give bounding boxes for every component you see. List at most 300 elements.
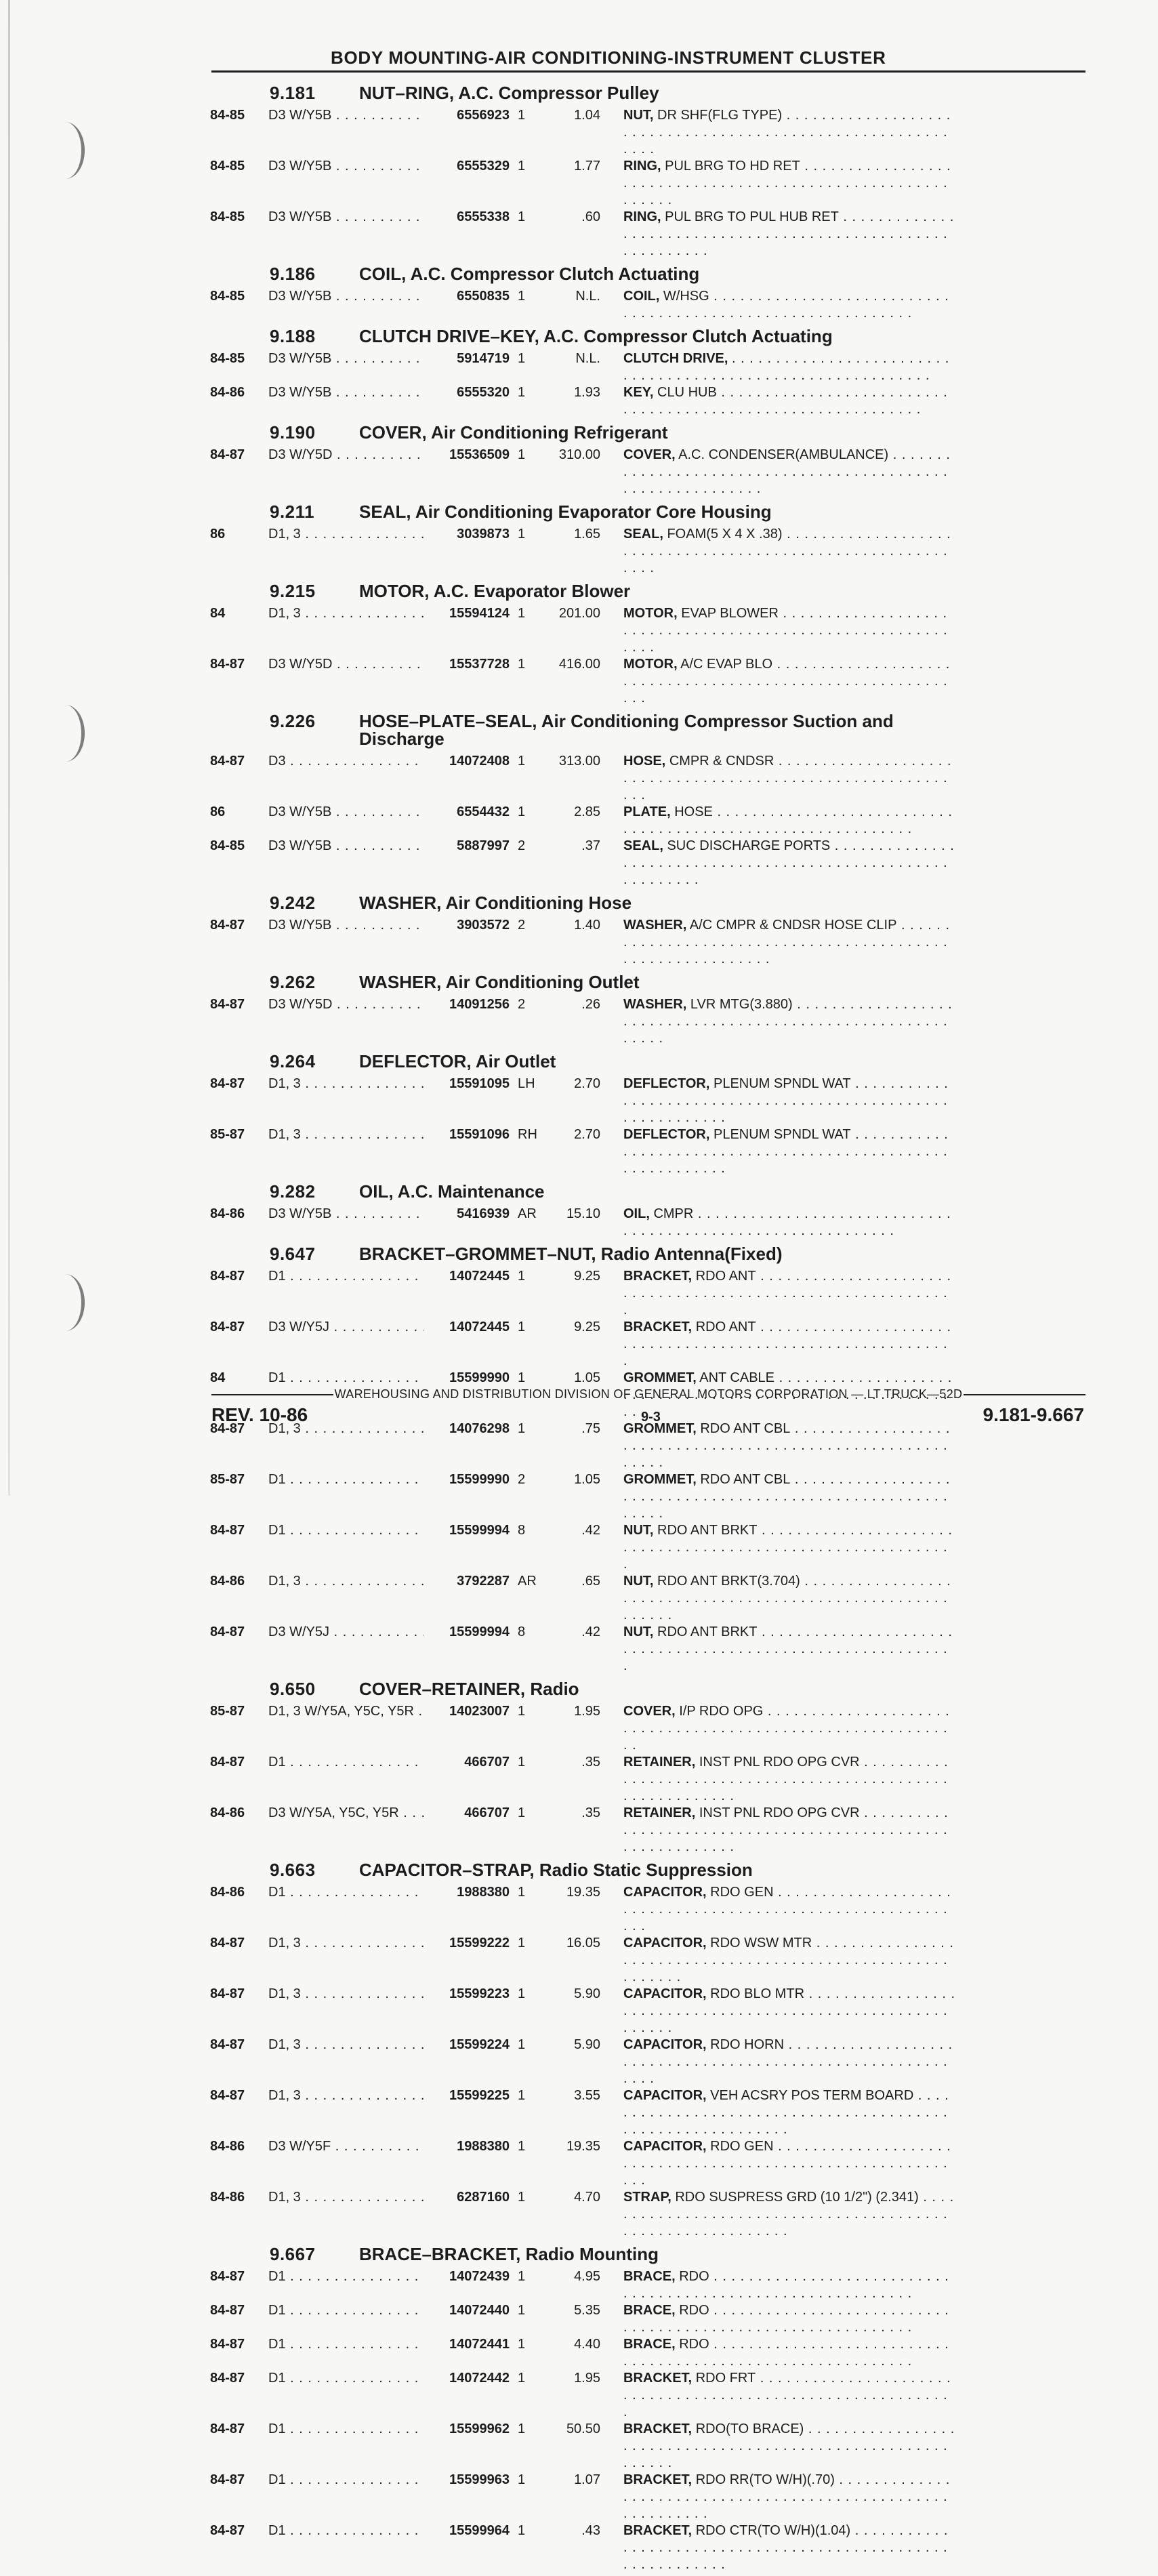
- price: 9.25: [574, 1269, 600, 1284]
- part-name: BRACKET,: [623, 1269, 692, 1284]
- application: D3 W/Y5D . . .: [268, 996, 424, 1047]
- price: 50.50: [566, 2421, 600, 2436]
- part-name: GROMMET,: [623, 1370, 697, 1385]
- quantity: 1: [518, 754, 526, 769]
- quantity: 8: [518, 1523, 526, 1538]
- application: D3 W/Y5B . . .: [268, 838, 424, 888]
- part-row: [210, 288, 1088, 322]
- application: D1, 3 . . .: [268, 1986, 424, 2037]
- model-year: 84-87: [210, 1269, 245, 1284]
- part-number: 6550835: [457, 289, 510, 304]
- section-heading: [210, 973, 1088, 991]
- part-row: [210, 1319, 1088, 1370]
- section-heading: [210, 84, 1088, 102]
- section-number: 9.226: [270, 711, 316, 731]
- application: D1, 3 . . .: [268, 2037, 424, 2087]
- part-description: [623, 1805, 955, 1856]
- section-number: 9.188: [270, 326, 316, 346]
- model-year: 84-86: [210, 1885, 245, 1900]
- model-year: 84-87: [210, 1320, 245, 1334]
- part-number: 14023007: [449, 1704, 510, 1719]
- price: .35: [581, 1755, 600, 1770]
- part-name: BRACKET,: [623, 1320, 692, 1334]
- part-name: GROMMET,: [623, 1421, 697, 1436]
- part-number: 14072440: [449, 2303, 510, 2318]
- part-number: 15599990: [449, 1472, 510, 1487]
- part-number: 1988380: [457, 1885, 510, 1900]
- part-description: [623, 1126, 955, 1177]
- quantity: 1: [518, 2037, 526, 2052]
- part-row: [210, 753, 1088, 804]
- part-detail: RDO ANT BRKT: [657, 1523, 758, 1538]
- model-year: 84-87: [210, 1755, 245, 1770]
- application: D1 . . .: [268, 2302, 424, 2336]
- part-detail: RDO RR(TO W/H)(.70): [695, 2472, 835, 2487]
- part-number: 15591095: [449, 1076, 510, 1091]
- section-heading: [210, 1245, 1088, 1263]
- parts-rows: [210, 917, 1088, 968]
- price: .35: [581, 1805, 600, 1820]
- part-number: 15599963: [449, 2472, 510, 2487]
- price: .60: [581, 209, 600, 224]
- section-title: WASHER, Air Conditioning Hose: [359, 893, 632, 913]
- model-year: 84-86: [210, 1206, 245, 1221]
- part-detail: RDO FRT: [695, 2371, 756, 2386]
- model-year: 84-87: [210, 2269, 245, 2284]
- quantity: 1: [518, 447, 526, 462]
- part-name: COVER,: [623, 1704, 676, 1719]
- footer-rule: [211, 1394, 333, 1395]
- section-title: SEAL, Air Conditioning Evaporator Core Housing: [359, 502, 772, 522]
- part-description: [623, 1884, 955, 1935]
- part-description: [623, 209, 955, 260]
- model-year: 85-87: [210, 1704, 245, 1719]
- price: 9.25: [574, 1320, 600, 1334]
- part-detail: RDO HORN: [710, 2037, 785, 2052]
- section-heading: [210, 265, 1088, 283]
- application: D1 . . .: [268, 2370, 424, 2421]
- part-name: BRACKET,: [623, 2523, 692, 2538]
- price: 1.07: [574, 2472, 600, 2487]
- part-name: CAPACITOR,: [623, 2088, 707, 2103]
- application: D3 W/Y5J . . .: [268, 1624, 424, 1675]
- part-detail: VEH ACSRY POS TERM BOARD: [710, 2088, 914, 2103]
- part-detail: A/C CMPR & CNDSR HOSE CLIP: [689, 918, 897, 933]
- price: 310.00: [558, 447, 600, 462]
- price: 4.70: [574, 2190, 600, 2205]
- part-number: 14072408: [449, 754, 510, 769]
- application: D3 W/Y5B . . .: [268, 1206, 424, 1240]
- section-title: CLUTCH DRIVE–KEY, A.C. Compressor Clutch Actuating: [359, 326, 833, 346]
- page-title: BODY MOUNTING-AIR CONDITIONING-INSTRUMENT CLUSTER: [331, 47, 886, 68]
- application: D3 W/Y5A, Y5C, Y5R . . .: [268, 1805, 424, 1856]
- punch-hole: [46, 705, 85, 762]
- quantity: 2: [518, 918, 526, 933]
- part-row: [210, 2421, 1088, 2472]
- application: D3 W/Y5J . . .: [268, 1319, 424, 1370]
- section-number: 9.262: [270, 972, 316, 992]
- parts-rows: [210, 1206, 1088, 1240]
- price: .26: [581, 997, 600, 1012]
- application: D3 W/Y5B . . .: [268, 209, 424, 260]
- model-year: 84-87: [210, 754, 245, 769]
- footer-division: [211, 1387, 1085, 1402]
- part-number: 15599994: [449, 1523, 510, 1538]
- parts-rows: [210, 350, 1088, 418]
- punch-hole: [46, 1274, 85, 1331]
- part-detail: EVAP BLOWER: [681, 606, 779, 621]
- part-number: 15599223: [449, 1986, 510, 2001]
- part-name: BRACKET,: [623, 2472, 692, 2487]
- section-heading: [210, 1052, 1088, 1070]
- quantity: 1: [518, 1704, 526, 1719]
- part-name: BRACE,: [623, 2337, 676, 2352]
- part-description: [623, 917, 955, 968]
- quantity: 1: [518, 2337, 526, 2352]
- part-description: [623, 804, 955, 838]
- part-row: [210, 158, 1088, 209]
- part-detail: FOAM(5 X 4 X .38): [667, 527, 783, 541]
- part-name: NUT,: [623, 1624, 654, 1639]
- page-number: 9-3: [641, 1410, 661, 1425]
- application: D3 W/Y5B . . .: [268, 158, 424, 209]
- part-name: KEY,: [623, 385, 654, 400]
- price: .42: [581, 1624, 600, 1639]
- model-year: 85-87: [210, 1127, 245, 1142]
- application: D3 . . .: [268, 753, 424, 804]
- part-row: [210, 1471, 1088, 1522]
- part-number: 15599994: [449, 1624, 510, 1639]
- model-year: 84-86: [210, 385, 245, 400]
- part-row: [210, 1076, 1088, 1126]
- part-row: [210, 656, 1088, 707]
- section-title: CAPACITOR–STRAP, Radio Static Suppression: [359, 1860, 753, 1880]
- application: D3 W/Y5B . . .: [268, 107, 424, 158]
- part-number: 14072439: [449, 2269, 510, 2284]
- part-description: [623, 1076, 955, 1126]
- parts-rows: [210, 447, 1088, 497]
- part-number: 1988380: [457, 2139, 510, 2154]
- quantity: 1: [518, 2088, 526, 2103]
- application: D1, 3 . . .: [268, 526, 424, 577]
- part-number: 15537728: [449, 657, 510, 672]
- part-row: [210, 1986, 1088, 2037]
- part-row: [210, 384, 1088, 418]
- quantity: 2: [518, 1472, 526, 1487]
- application: D1 . . .: [268, 2472, 424, 2522]
- part-name: COVER,: [623, 447, 676, 462]
- part-detail: RDO: [679, 2303, 709, 2318]
- price: 2.70: [574, 1076, 600, 1091]
- part-detail: RDO BLO MTR: [710, 1986, 805, 2001]
- part-detail: PLENUM SPNDL WAT: [713, 1076, 851, 1091]
- model-year: 85-87: [210, 1472, 245, 1487]
- quantity: 1: [518, 351, 526, 366]
- quantity: 2: [518, 838, 526, 853]
- part-description: [623, 1703, 955, 1754]
- quantity: 1: [518, 606, 526, 621]
- model-year: 84-87: [210, 2371, 245, 2386]
- section-heading: [210, 1680, 1088, 1698]
- part-detail: CMPR: [653, 1206, 694, 1221]
- part-row: [210, 1754, 1088, 1805]
- section-heading: [210, 582, 1088, 600]
- section-title: OIL, A.C. Maintenance: [359, 1181, 545, 1202]
- part-name: GROMMET,: [623, 1472, 697, 1487]
- part-detail: DR SHF(FLG TYPE): [657, 108, 783, 123]
- quantity: 1: [518, 2371, 526, 2386]
- part-name: NUT,: [623, 1574, 654, 1589]
- part-description: [623, 2421, 955, 2472]
- part-name: SEAL,: [623, 838, 663, 853]
- part-description: [623, 996, 955, 1047]
- part-detail: CLU HUB: [657, 385, 717, 400]
- part-name: MOTOR,: [623, 606, 678, 621]
- part-detail: RDO ANT: [695, 1320, 756, 1334]
- parts-rows: [210, 1268, 1088, 1675]
- part-number: 14091256: [449, 997, 510, 1012]
- application: D3 W/Y5D . . .: [268, 447, 424, 497]
- part-row: [210, 1522, 1088, 1573]
- parts-rows: [210, 526, 1088, 577]
- part-number: 6287160: [457, 2190, 510, 2205]
- model-year: 84-87: [210, 2088, 245, 2103]
- parts-rows: [210, 2268, 1088, 2573]
- section-heading: [210, 327, 1088, 345]
- quantity: 1: [518, 385, 526, 400]
- application: D1 . . .: [268, 2421, 424, 2472]
- model-year: 84-87: [210, 2337, 245, 2352]
- part-number: 5914719: [457, 351, 510, 366]
- model-year: 84-85: [210, 838, 245, 853]
- part-detail: RDO GEN: [710, 2139, 774, 2154]
- part-name: NUT,: [623, 1523, 654, 1538]
- part-detail: RDO: [679, 2269, 709, 2284]
- model-year: 84-87: [210, 2421, 245, 2436]
- part-number: 14072441: [449, 2337, 510, 2352]
- part-row: [210, 2189, 1088, 2240]
- part-name: MOTOR,: [623, 657, 678, 672]
- model-year: 84-87: [210, 1421, 245, 1436]
- quantity: 1: [518, 2303, 526, 2318]
- part-detail: RDO ANT CBL: [700, 1472, 791, 1487]
- part-description: [623, 2037, 955, 2087]
- parts-rows: [210, 1703, 1088, 1856]
- part-description: [623, 753, 955, 804]
- price: 1.65: [574, 527, 600, 541]
- quantity: 1: [518, 1421, 526, 1436]
- part-description: [623, 107, 955, 158]
- part-name: DEFLECTOR,: [623, 1127, 710, 1142]
- part-row: [210, 804, 1088, 838]
- part-name: BRACKET,: [623, 2371, 692, 2386]
- part-number: 3039873: [457, 527, 510, 541]
- model-year: 84: [210, 606, 226, 621]
- application: D1 . . .: [268, 2336, 424, 2370]
- parts-list: [210, 81, 1088, 2576]
- model-year: 84-85: [210, 289, 245, 304]
- part-name: RING,: [623, 159, 661, 173]
- part-detail: RDO WSW MTR: [710, 1936, 812, 1950]
- application: D1 . . .: [268, 1884, 424, 1935]
- price: 19.35: [566, 1885, 600, 1900]
- price: 5.90: [574, 2037, 600, 2052]
- part-detail: RDO(TO BRACE): [695, 2421, 804, 2436]
- section-number: 9.211: [270, 502, 315, 522]
- model-year: 84-87: [210, 1523, 245, 1538]
- model-year: 84-87: [210, 2523, 245, 2538]
- part-row: [210, 1268, 1088, 1319]
- part-row: [210, 2302, 1088, 2336]
- part-row: [210, 2522, 1088, 2573]
- application: D3 W/Y5B . . .: [268, 804, 424, 838]
- model-year: 84-85: [210, 209, 245, 224]
- part-description: [623, 384, 955, 418]
- part-detail: RDO ANT CBL: [700, 1421, 791, 1436]
- part-description: [623, 1754, 955, 1805]
- parts-rows: [210, 753, 1088, 888]
- part-row: [210, 838, 1088, 888]
- part-description: [623, 1986, 955, 2037]
- model-year: 84-87: [210, 447, 245, 462]
- part-description: [623, 288, 955, 322]
- part-row: [210, 1573, 1088, 1624]
- model-year: 84-87: [210, 2472, 245, 2487]
- quantity: AR: [518, 1206, 537, 1221]
- part-name: RING,: [623, 209, 661, 224]
- model-year: 84-87: [210, 1936, 245, 1950]
- part-number: 3903572: [457, 918, 510, 933]
- price: .43: [581, 2523, 600, 2538]
- parts-rows: [210, 288, 1088, 322]
- model-year: 84-87: [210, 997, 245, 1012]
- part-description: [623, 2189, 955, 2240]
- quantity: LH: [518, 1076, 535, 1091]
- application: D1, 3 W/Y5A, Y5C, Y5R . . .: [268, 1703, 424, 1754]
- quantity: 1: [518, 2421, 526, 2436]
- section-title: COIL, A.C. Compressor Clutch Actuating: [359, 264, 700, 284]
- price: 201.00: [558, 606, 600, 621]
- part-description: [623, 1522, 955, 1573]
- revision-label: REV. 10-86: [211, 1404, 308, 1425]
- quantity: 1: [518, 209, 526, 224]
- part-name: HOSE,: [623, 754, 666, 769]
- footer-rule: [964, 1394, 1085, 1395]
- part-detail: CMPR & CNDSR: [669, 754, 774, 769]
- part-description: [623, 605, 955, 656]
- part-name: WASHER,: [623, 997, 687, 1012]
- part-name: SEAL,: [623, 527, 663, 541]
- model-year: 84-86: [210, 2139, 245, 2154]
- part-name: STRAP,: [623, 2190, 671, 2205]
- quantity: 1: [518, 2472, 526, 2487]
- part-row: [210, 350, 1088, 384]
- part-name: CLUTCH DRIVE,: [623, 351, 728, 366]
- part-number: 15599962: [449, 2421, 510, 2436]
- part-detail: INST PNL RDO OPG CVR: [699, 1805, 860, 1820]
- part-number: 466707: [464, 1805, 510, 1820]
- section-heading: [210, 2245, 1088, 2263]
- part-name: CAPACITOR,: [623, 1885, 707, 1900]
- part-description: [623, 2087, 955, 2138]
- part-row: [210, 1703, 1088, 1754]
- part-number: 5416939: [457, 1206, 510, 1221]
- part-name: CAPACITOR,: [623, 1986, 707, 2001]
- price: 2.85: [574, 804, 600, 819]
- part-name: NUT,: [623, 108, 654, 123]
- part-description: [623, 2522, 955, 2573]
- part-number: 6556923: [457, 108, 510, 123]
- part-name: CAPACITOR,: [623, 2037, 707, 2052]
- part-description: [623, 1624, 955, 1675]
- model-year: 84-85: [210, 159, 245, 173]
- part-description: [623, 1268, 955, 1319]
- section-number: 9.647: [270, 1244, 316, 1264]
- part-description: [623, 2138, 955, 2189]
- application: D3 W/Y5F . . .: [268, 2138, 424, 2189]
- section-title: DEFLECTOR, Air Outlet: [359, 1051, 556, 1071]
- application: D1 . . .: [268, 2522, 424, 2573]
- part-description: [623, 350, 955, 384]
- section-heading: [210, 712, 1088, 748]
- section-number: 9.264: [270, 1051, 316, 1071]
- section-title: COVER, Air Conditioning Refrigerant: [359, 422, 668, 443]
- quantity: 1: [518, 2190, 526, 2205]
- section-heading: [210, 424, 1088, 441]
- quantity: 1: [518, 1805, 526, 1820]
- application: D3 W/Y5D . . .: [268, 656, 424, 707]
- part-name: BRACE,: [623, 2269, 676, 2284]
- price: 15.10: [566, 1206, 600, 1221]
- part-number: 15599222: [449, 1936, 510, 1950]
- part-row: [210, 996, 1088, 1047]
- part-number: 15591096: [449, 1127, 510, 1142]
- quantity: 1: [518, 159, 526, 173]
- price: 3.55: [574, 2088, 600, 2103]
- part-description: [623, 2336, 955, 2370]
- part-name: PLATE,: [623, 804, 671, 819]
- quantity: 1: [518, 527, 526, 541]
- part-detail: RDO CTR(TO W/H)(1.04): [695, 2523, 851, 2538]
- section-heading: [210, 894, 1088, 912]
- quantity: 1: [518, 2269, 526, 2284]
- price: 2.70: [574, 1127, 600, 1142]
- part-name: RETAINER,: [623, 1755, 696, 1770]
- quantity: 1: [518, 2523, 526, 2538]
- price: 1.40: [574, 918, 600, 933]
- part-row: [210, 605, 1088, 656]
- part-description: [623, 526, 955, 577]
- part-detail: A.C. CONDENSER(AMBULANCE): [678, 447, 889, 462]
- price: 1.93: [574, 385, 600, 400]
- part-detail: RDO ANT: [695, 1269, 756, 1284]
- part-row: [210, 2138, 1088, 2189]
- part-description: [623, 2472, 955, 2522]
- application: D1, 3 . . .: [268, 1573, 424, 1624]
- price: 5.35: [574, 2303, 600, 2318]
- part-description: [623, 2370, 955, 2421]
- part-description: [623, 1471, 955, 1522]
- part-name: WASHER,: [623, 918, 687, 933]
- part-number: 14072445: [449, 1320, 510, 1334]
- price: 313.00: [558, 754, 600, 769]
- application: D3 W/Y5B . . .: [268, 350, 424, 384]
- part-detail: A/C EVAP BLO: [680, 657, 773, 672]
- part-name: DEFLECTOR,: [623, 1076, 710, 1091]
- model-year: 84-87: [210, 2037, 245, 2052]
- title-rule: [211, 70, 1085, 73]
- model-year: 84-86: [210, 1574, 245, 1589]
